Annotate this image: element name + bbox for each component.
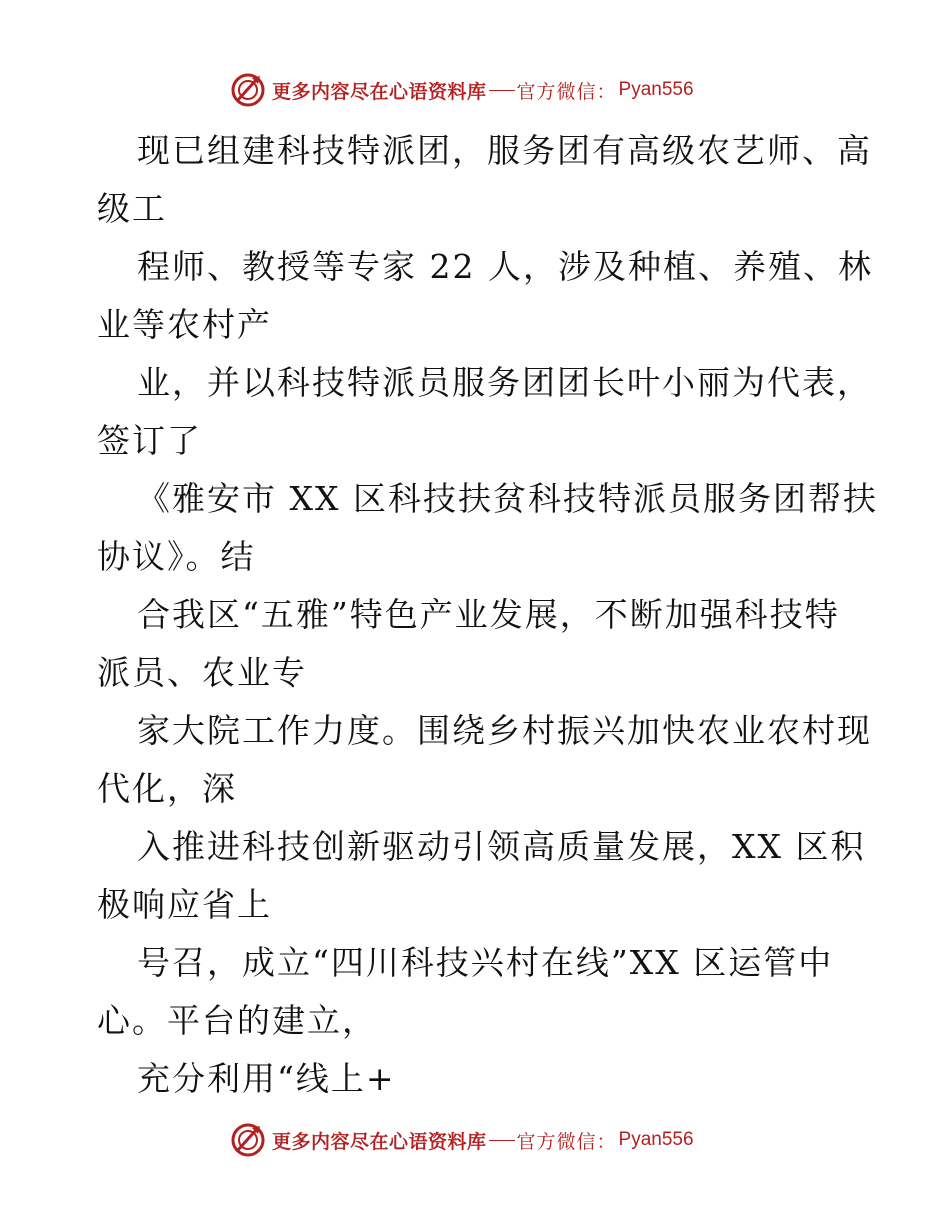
body-line: 合我区“五雅”特色产业发展，不断加强科技特 (137, 595, 840, 634)
body-line: 心。平台的建立， (97, 1001, 377, 1040)
body-line: 家大院工作力度。围绕乡村振兴加快农业农村现 (137, 711, 872, 750)
banner-wechat-id: Pyan556 (618, 79, 694, 100)
body-line: 级工 (97, 189, 167, 228)
body-line: 业等农村产 (97, 305, 272, 344)
banner-dash (489, 1140, 515, 1141)
header-banner (230, 70, 694, 110)
body-line: 程师、教授等专家 22 人，涉及种植、养殖、林 (137, 247, 873, 286)
body-line: 签订了 (97, 421, 202, 460)
body-line: 现已组建科技特派团，服务团有高级农艺师、高 (137, 131, 872, 170)
banner-wechat-label: 官方微信： (516, 80, 617, 103)
footer-banner (230, 1120, 694, 1160)
body-line: 业，并以科技特派员服务团团长叶小丽为代表， (137, 363, 872, 402)
body-line: 极响应省上 (97, 885, 272, 924)
body-line: 代化，深 (97, 769, 237, 808)
document-body (97, 122, 878, 1108)
body-line: 号召，成立“四川科技兴村在线”XX 区运管中 (137, 943, 834, 982)
body-line: 派员、农业专 (97, 653, 307, 692)
seal-logo-icon (230, 72, 266, 108)
banner-wechat-id: Pyan556 (618, 1129, 694, 1150)
banner-title: 更多内容尽在心语资料库 (272, 1130, 487, 1153)
banner-title: 更多内容尽在心语资料库 (272, 80, 487, 103)
banner-wechat-label: 官方微信： (516, 1130, 617, 1153)
body-line: 入推进科技创新驱动引领高质量发展，XX 区积 (137, 827, 866, 866)
seal-logo-icon (230, 1122, 266, 1158)
body-line: 协议》。结 (97, 537, 256, 576)
body-line: 《雅安市 XX 区科技扶贫科技特派员服务团帮扶 (137, 479, 878, 518)
banner-dash (489, 90, 515, 91)
body-line: 充分利用“线上+ (137, 1059, 396, 1098)
